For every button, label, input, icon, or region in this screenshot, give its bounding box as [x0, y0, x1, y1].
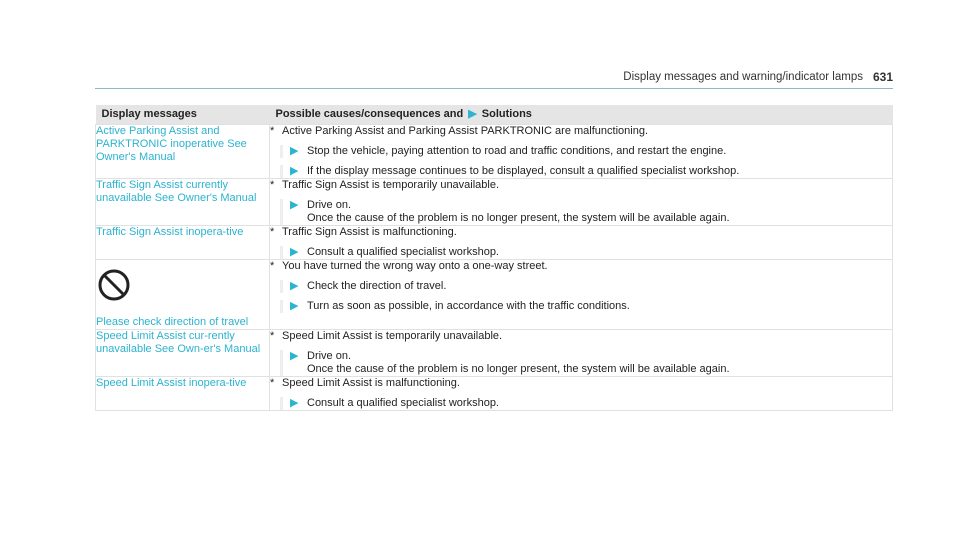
cause — [270, 260, 892, 273]
solution-step — [280, 280, 892, 293]
column-header-display-messages: Display messages — [96, 105, 270, 125]
prohibition-sign-icon — [96, 267, 132, 303]
cause-marker: * — [270, 125, 275, 137]
cause-solution-cell — [270, 260, 893, 330]
cause-marker: * — [270, 377, 275, 389]
column-header-causes-text: Possible causes/consequences and — [275, 108, 464, 120]
header-title: Display messages and warning/indicator lamps — [623, 71, 863, 83]
solution-text: Turn as soon as possible, in accordance with the traffic conditions. — [307, 300, 630, 312]
cause-solution-cell — [270, 179, 893, 226]
cause-marker: * — [270, 179, 275, 191]
page-header — [95, 70, 893, 84]
display-message-text: Traffic Sign Assist currently unavailable See Owner's Manual — [96, 179, 257, 204]
display-message-cell — [96, 226, 270, 260]
solution-text: Drive on. Once the cause of the problem is no longer present, the system will be available again. — [307, 350, 730, 375]
step-bar — [280, 350, 283, 376]
display-message-text: Speed Limit Assist inopera-tive — [96, 377, 247, 389]
arrow-right-icon: ▶ — [290, 300, 299, 312]
cause — [270, 179, 892, 192]
arrow-right-icon: ▶ — [290, 280, 299, 292]
cause-text: Traffic Sign Assist is temporarily unavailable. — [282, 179, 500, 191]
step-bar — [280, 199, 283, 225]
cause-text: You have turned the wrong way onto a one-way street. — [282, 260, 548, 272]
cause — [270, 330, 892, 343]
arrow-right-icon: ▶ — [290, 397, 299, 409]
solution-text: If the display message continues to be displayed, consult a qualified specialist workshop. — [307, 165, 740, 177]
display-message-cell — [96, 260, 270, 330]
column-header-causes-solutions — [270, 105, 893, 125]
arrow-right-icon: ▶ — [290, 199, 299, 211]
table-row — [96, 260, 893, 330]
header-divider — [95, 88, 893, 89]
cause-solution-cell — [270, 125, 893, 179]
solution-step — [280, 397, 892, 410]
table-row — [96, 125, 893, 179]
display-message-text: Traffic Sign Assist inopera-tive — [96, 226, 244, 238]
solution-text: Consult a qualified specialist workshop. — [307, 246, 499, 258]
table-row — [96, 377, 893, 411]
arrow-right-icon: ▶ — [290, 165, 299, 177]
cause — [270, 125, 892, 138]
step-bar — [280, 145, 283, 158]
solution-step — [280, 350, 892, 376]
cause-text: Speed Limit Assist is temporarily unavailable. — [282, 330, 503, 342]
page-number: 631 — [872, 70, 893, 84]
display-message-text: Active Parking Assist and PARKTRONIC inoperative See Owner's Manual — [96, 125, 247, 163]
solution-text: Check the direction of travel. — [307, 280, 447, 292]
step-bar — [280, 300, 283, 313]
arrow-right-icon: ▶ — [290, 246, 299, 258]
cause-solution-cell — [270, 226, 893, 260]
cause-marker: * — [270, 226, 275, 238]
cause-marker: * — [270, 330, 275, 342]
step-bar — [280, 246, 283, 259]
display-message-cell — [96, 330, 270, 377]
display-message-cell — [96, 377, 270, 411]
table-row — [96, 330, 893, 377]
cause-text: Traffic Sign Assist is malfunctioning. — [282, 226, 457, 238]
cause-solution-cell — [270, 330, 893, 377]
display-message-text: Please check direction of travel — [96, 316, 249, 328]
display-message-cell — [96, 125, 270, 179]
cause — [270, 226, 892, 239]
step-bar — [280, 165, 283, 178]
solution-step — [280, 145, 892, 158]
solution-step — [280, 165, 892, 178]
solution-step — [280, 246, 892, 259]
display-message-text: Speed Limit Assist cur-rently unavailable See Own-er's Manual — [96, 330, 261, 355]
table-header-row — [96, 105, 893, 125]
display-messages-table — [95, 105, 893, 411]
cause — [270, 377, 892, 390]
arrow-right-icon: ▶ — [290, 145, 299, 157]
solution-text: Consult a qualified specialist workshop. — [307, 397, 499, 409]
table-row — [96, 226, 893, 260]
table-row — [96, 179, 893, 226]
step-bar — [280, 397, 283, 410]
cause-solution-cell — [270, 377, 893, 411]
solution-step — [280, 199, 892, 225]
arrow-right-icon: ▶ — [290, 350, 299, 362]
step-bar — [280, 280, 283, 293]
solution-step — [280, 300, 892, 313]
solution-text: Stop the vehicle, paying attention to road and traffic conditions, and restart the engine. — [307, 145, 727, 157]
solution-text: Drive on. Once the cause of the problem is no longer present, the system will be available again. — [307, 199, 730, 224]
cause-text: Speed Limit Assist is malfunctioning. — [282, 377, 460, 389]
cause-marker: * — [270, 260, 275, 272]
display-message-cell — [96, 179, 270, 226]
column-header-solutions-text: Solutions — [481, 108, 532, 120]
cause-text: Active Parking Assist and Parking Assist PARKTRONIC are malfunctioning. — [282, 125, 648, 137]
arrow-right-icon: ▶ — [468, 108, 477, 120]
